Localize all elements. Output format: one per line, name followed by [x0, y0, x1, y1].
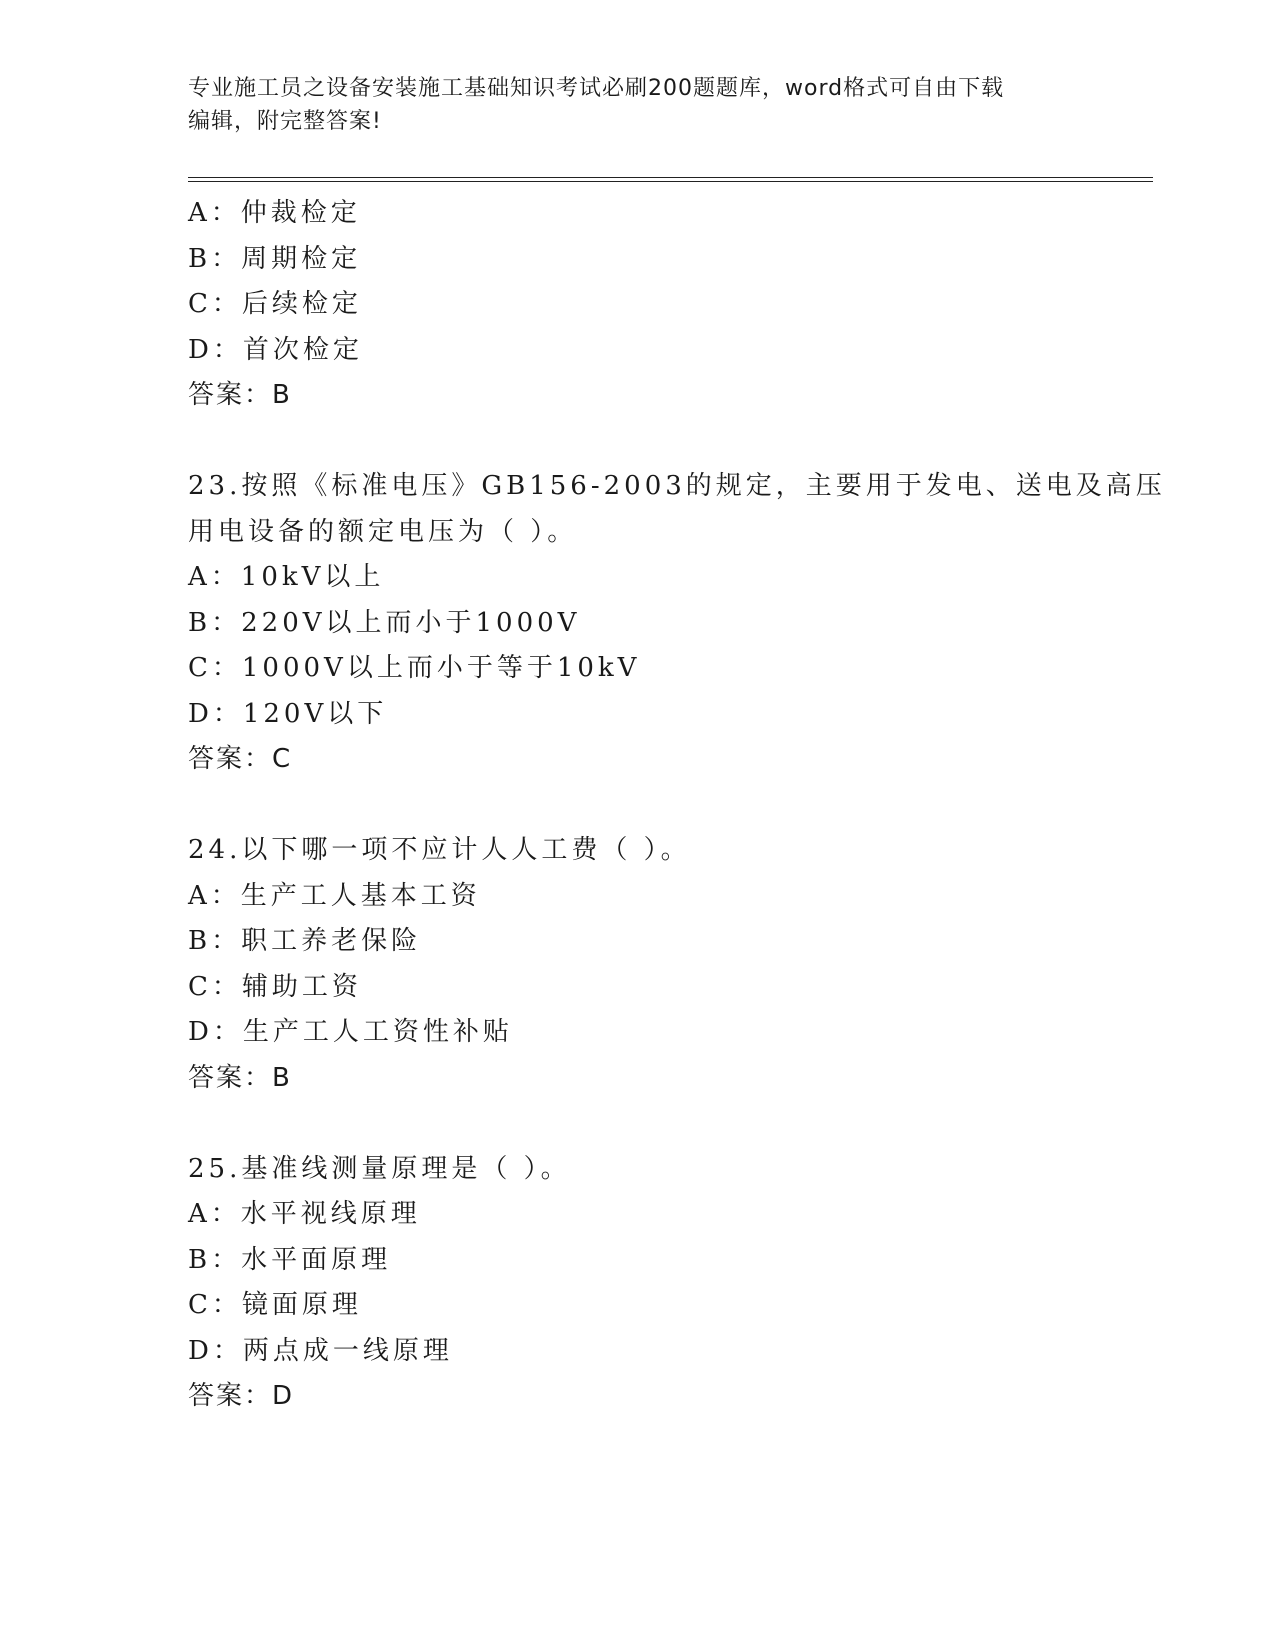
- option-c: C：镜面原理: [188, 1290, 362, 1320]
- option-d: D：120V以下: [188, 698, 388, 729]
- spacer: [188, 783, 1148, 829]
- option-a: A：10kV以上: [188, 562, 385, 592]
- question-24: [188, 828, 1148, 1101]
- spacer: [188, 1101, 1148, 1147]
- option-a: A：水平视线原理: [188, 1199, 421, 1229]
- option-a: A：仲裁检定: [188, 198, 361, 228]
- question-list: [188, 191, 1166, 1420]
- header-line-1: 专业施工员之设备安装施工基础知识考试必刷200题题库，word格式可自由下载: [188, 76, 1005, 101]
- answer: 答案：D: [188, 1381, 295, 1411]
- option-b: B：220V以上而小于1000V: [188, 607, 581, 638]
- option-b: B：周期检定: [188, 243, 362, 274]
- answer: 答案：B: [188, 1062, 292, 1093]
- question-23: [188, 464, 1166, 783]
- question-stem: 25.基准线测量原理是（ ）。: [188, 1153, 571, 1184]
- header-line-2: 编辑，附完整答案!: [188, 109, 382, 134]
- question-stem-line-2: 用电设备的额定电压为（ ）。: [188, 516, 578, 547]
- question-25: [188, 1147, 1148, 1420]
- option-c: C：后续检定: [188, 289, 362, 319]
- header-rule-thick: [188, 181, 1153, 182]
- option-c: C：辅助工资: [188, 971, 362, 1002]
- answer: 答案：B: [188, 380, 292, 410]
- option-d: D：两点成一线原理: [188, 1335, 453, 1366]
- option-d: D：首次检定: [188, 334, 363, 365]
- document-header: [188, 72, 1068, 138]
- question-22: [188, 191, 1148, 419]
- question-stem-line-1: 23.按照《标准电压》GB156-2003的规定，主要用于发电、送电及高压: [188, 471, 1166, 501]
- option-b: B：水平面原理: [188, 1244, 392, 1275]
- question-stem: 24.以下哪一项不应计人人工费（ ）。: [188, 835, 691, 865]
- option-d: D：生产工人工资性补贴: [188, 1017, 513, 1047]
- answer: 答案：C: [188, 744, 293, 774]
- option-b: B：职工养老保险: [188, 926, 422, 956]
- option-a: A：生产工人基本工资: [188, 880, 481, 911]
- spacer: [188, 419, 1148, 465]
- header-rule-thin: [188, 177, 1153, 178]
- option-c: C：1000V以上而小于等于10kV: [188, 653, 641, 683]
